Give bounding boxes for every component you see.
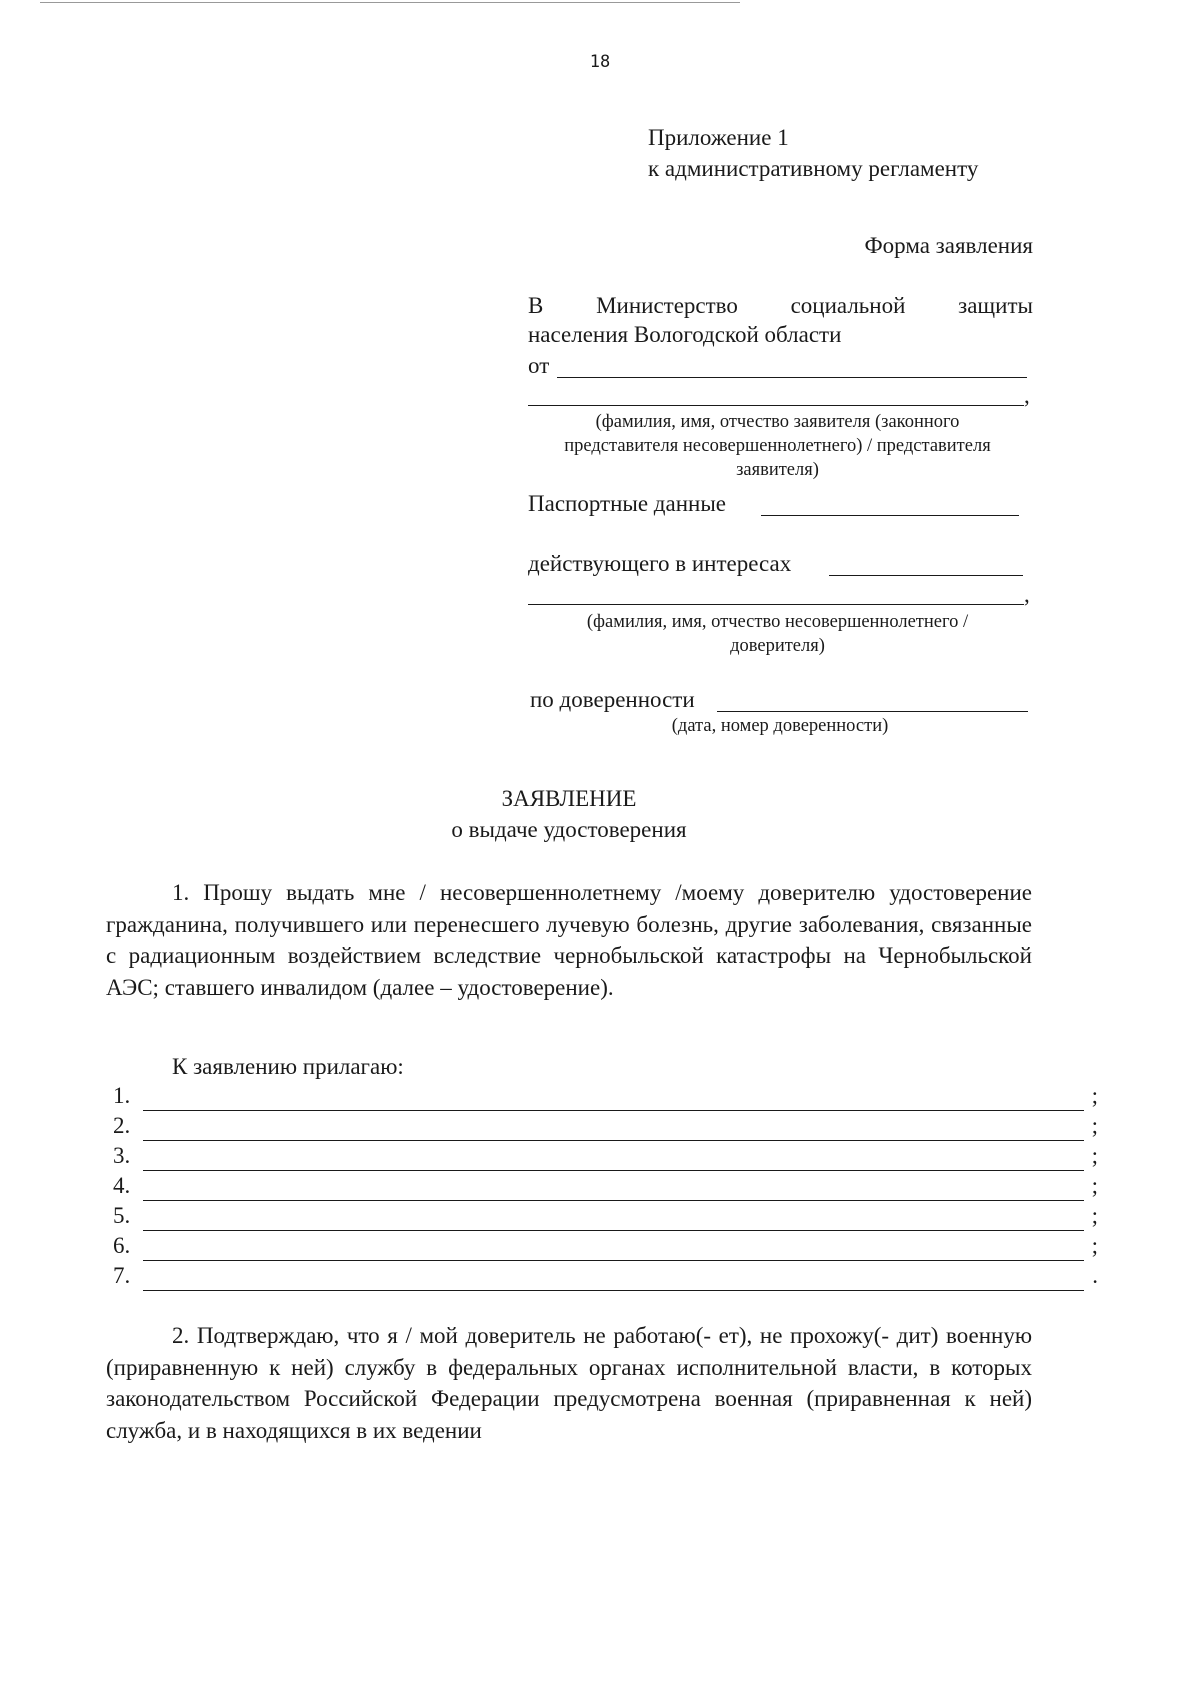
acting-label: действующего в интересах <box>528 551 792 576</box>
from-fill-line[interactable] <box>557 377 1027 378</box>
page-number: 18 <box>589 52 611 72</box>
attachment-row[interactable] <box>113 1083 1098 1115</box>
scan-top-edge <box>40 2 740 3</box>
addressee-line-2: населения Вологодской области <box>528 322 842 347</box>
document-subtitle: о выдаче удостоверения <box>451 817 687 842</box>
document-title: ЗАЯВЛЕНИЕ <box>501 786 637 811</box>
attachment-fill-line[interactable] <box>143 1260 1084 1261</box>
poa-hint: (дата, номер доверенности) <box>671 716 889 736</box>
attachment-row[interactable] <box>113 1263 1098 1295</box>
form-label: Форма заявления <box>864 233 1033 258</box>
attachment-end: ; <box>1091 1143 1098 1168</box>
attachment-fill-line[interactable] <box>143 1200 1084 1201</box>
minor-hint: (фамилия, имя, отчество несовершеннолетнего / доверителя) <box>586 612 969 656</box>
attachment-number: 1. <box>113 1083 131 1108</box>
passport-label: Паспортные данные <box>528 491 726 516</box>
attachment-end: ; <box>1091 1173 1098 1198</box>
attachment-end: ; <box>1091 1203 1098 1228</box>
attachment-number: 5. <box>113 1203 131 1228</box>
addressee-word: Министерство <box>596 293 738 318</box>
attachment-end: ; <box>1091 1233 1098 1258</box>
comma: , <box>1024 582 1030 607</box>
attachment-fill-line[interactable] <box>143 1290 1084 1291</box>
minor-fill-line[interactable] <box>528 604 1024 605</box>
poa-fill-line[interactable] <box>717 711 1028 712</box>
paragraph-2: 2. Подтверждаю, что я / мой доверитель не работаю(- ет), не прохожу(- дит) военную (приравненную к ней) службу в федеральных органах исполнительной власти, в которых законодательством Российской Федерации предусмотрена военная (приравненная к ней) служба, и в находящихся в их ведении <box>106 1323 1032 1443</box>
attachment-number: 3. <box>113 1143 131 1168</box>
addressee-word: социальной <box>790 293 906 318</box>
appendix-line-2: к административному регламенту <box>648 156 979 181</box>
appendix-line-1: Приложение 1 <box>648 125 789 150</box>
attachment-end: ; <box>1091 1113 1098 1138</box>
from-label: от <box>528 353 550 378</box>
attachment-number: 7. <box>113 1263 131 1288</box>
attachment-row[interactable] <box>113 1113 1098 1145</box>
attachment-row[interactable] <box>113 1233 1098 1265</box>
attachment-number: 6. <box>113 1233 131 1258</box>
addressee-word: В <box>528 293 544 318</box>
poa-label: по доверенности <box>530 687 695 712</box>
paragraph-1: 1. Прошу выдать мне / несовершеннолетнему /моему доверителю удостоверение гражданина, получившего или перенесшего лучевую болезнь, другие заболевания, связанные с радиационным воздействием вследствие чернобыльской катастрофы на Чернобыльской АЭС; ставшего инвалидом (далее – удостоверение). <box>106 880 1032 1000</box>
attachment-end: . <box>1092 1263 1098 1288</box>
attachment-fill-line[interactable] <box>143 1170 1084 1171</box>
applicant-hint: (фамилия, имя, отчество заявителя (законного представителя несовершеннолетнего) / представителя заявителя) <box>564 412 991 480</box>
attachment-row[interactable] <box>113 1143 1098 1175</box>
passport-fill-line[interactable] <box>761 515 1019 516</box>
attachment-number: 2. <box>113 1113 131 1138</box>
attachments-label: К заявлению прилагаю: <box>172 1054 404 1079</box>
attachment-fill-line[interactable] <box>143 1140 1084 1141</box>
attachment-row[interactable] <box>113 1203 1098 1235</box>
attachment-end: ; <box>1091 1083 1098 1108</box>
attachment-fill-line[interactable] <box>143 1230 1084 1231</box>
attachment-fill-line[interactable] <box>143 1110 1084 1111</box>
addressee-line-1 <box>528 292 1033 320</box>
addressee-word: защиты <box>958 293 1033 318</box>
applicant-fill-line[interactable] <box>528 405 1024 406</box>
attachment-row[interactable] <box>113 1173 1098 1205</box>
attachment-number: 4. <box>113 1173 131 1198</box>
acting-fill-line[interactable] <box>829 575 1023 576</box>
comma: , <box>1024 383 1030 408</box>
